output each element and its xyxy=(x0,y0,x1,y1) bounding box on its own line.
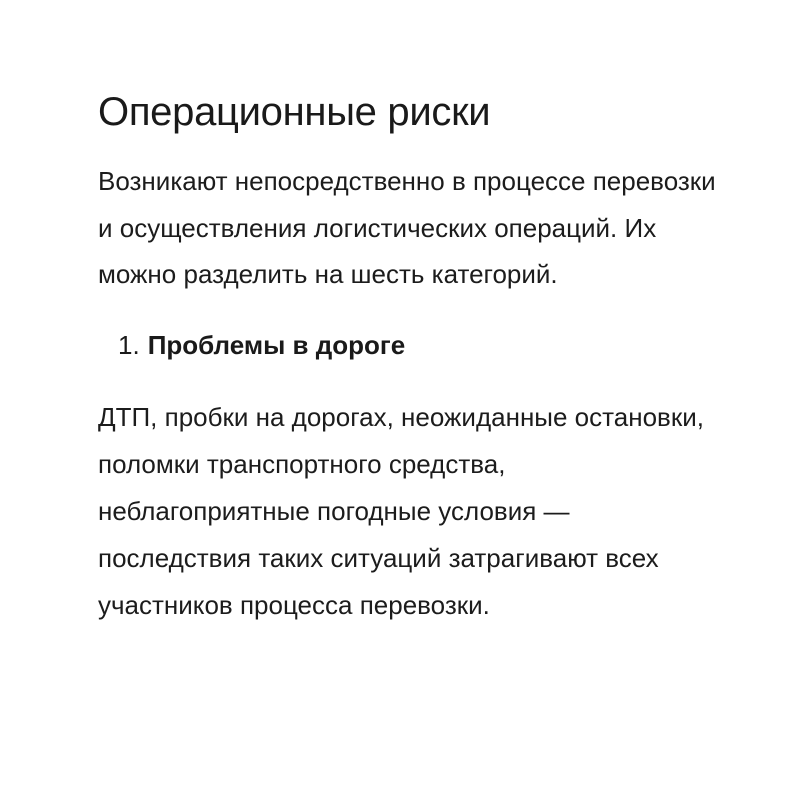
list-item-number: 1. xyxy=(118,329,140,360)
intro-paragraph: Возникают непосредственно в процессе перевозки и осуществления логистических операций. Их можно разделить на шесть категорий. xyxy=(98,166,716,289)
page-title: Операционные риски xyxy=(98,90,491,134)
body-paragraph: ДТП, пробки на дорогах, неожиданные остановки, поломки транспортного средства, неблагоприятные погодные условия — последствия таких ситуаций затрагивают всех участников процесса перевозки. xyxy=(98,401,704,620)
list-item xyxy=(98,322,720,368)
numbered-list xyxy=(98,322,720,368)
list-item-title: Проблемы в дороге xyxy=(147,329,406,360)
